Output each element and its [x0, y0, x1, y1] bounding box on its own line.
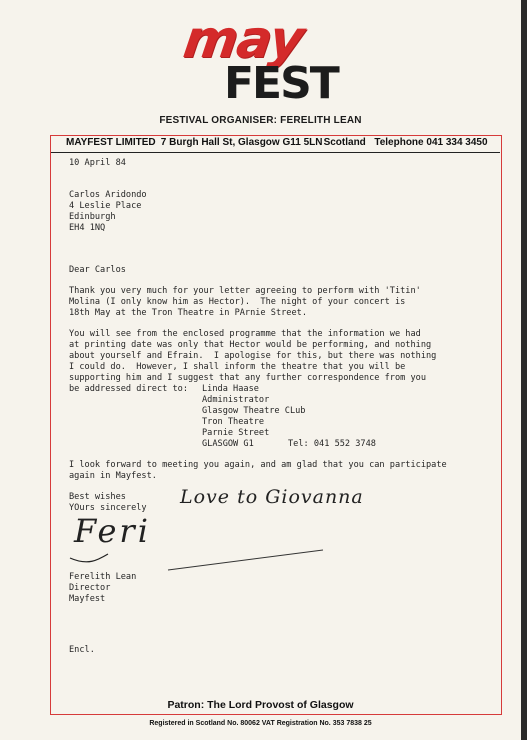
recipient-line: EH4 1NQ: [69, 223, 106, 233]
recipient-line: Carlos Aridondo: [69, 190, 147, 200]
company-country: Scotland: [323, 137, 366, 148]
closing-yours-sincerely: YOurs sincerely: [69, 503, 147, 513]
mayfest-logo: [172, 10, 350, 110]
body-line: You will see from the enclosed programme that the information we had: [69, 329, 421, 339]
contact-telephone: Tel: 041 552 3748: [288, 439, 376, 449]
body-line: about yourself and Efrain. I apologise for this, but there was nothing: [69, 351, 437, 361]
body-line: Thank you very much for your letter agreeing to perform with 'Titin': [69, 286, 421, 296]
contact-line: Administrator: [202, 395, 270, 405]
company-address: 7 Burgh Hall St, Glasgow G11 5LN: [160, 137, 323, 148]
contact-line: Linda Haase: [202, 384, 259, 394]
body-line: 18th May at the Tron Theatre in PArnie Street.: [69, 308, 307, 318]
recipient-line: 4 Leslie Place: [69, 201, 142, 211]
contact-line: Glasgow Theatre CLub: [202, 406, 306, 416]
logo-fest-text: FEST: [224, 58, 338, 109]
company-name: MAYFEST LIMITED: [66, 137, 156, 148]
patron-line: Patron: The Lord Provost of Glasgow: [167, 699, 354, 711]
company-address-line: [66, 137, 496, 148]
body-line: again in Mayfest.: [69, 471, 157, 481]
signatory-line: Ferelith Lean: [69, 572, 137, 582]
body-line: I look forward to meeting you again, and am glad that you can participate: [69, 460, 447, 470]
signature: Feri: [74, 512, 151, 550]
letter-border: [50, 135, 502, 715]
header-rule: [51, 152, 500, 153]
body-line: at printing date was only that Hector would be performing, and nothing: [69, 340, 432, 350]
festival-organiser: FESTIVAL ORGANISER: FERELITH LEAN: [159, 115, 362, 126]
contact-line: GLASGOW G1: [202, 439, 254, 449]
body-line: supporting him and I suggest that any further correspondence from you: [69, 373, 426, 383]
signatory-line: Director: [69, 583, 111, 593]
body-line: be addressed direct to:: [69, 384, 188, 394]
logo-may-text: may: [179, 10, 307, 70]
recipient-line: Edinburgh: [69, 212, 116, 222]
company-telephone: Telephone 041 334 3450: [374, 137, 488, 148]
contact-line: Parnie Street: [202, 428, 270, 438]
closing-best-wishes: Best wishes: [69, 492, 126, 502]
salutation: Dear Carlos: [69, 265, 126, 275]
handwritten-note: Love to Giovanna: [180, 486, 364, 508]
registration-line: Registered in Scotland No. 80062 VAT Registration No. 353 7838 25: [149, 720, 372, 727]
body-line: I could do. However, I shall inform the theatre that you will be: [69, 362, 406, 372]
background-edge: [521, 0, 527, 740]
body-line: Molina (I only know him as Hector). The night of your concert is: [69, 297, 406, 307]
contact-line: Tron Theatre: [202, 417, 265, 427]
enclosure: Encl.: [69, 645, 95, 655]
signatory-line: Mayfest: [69, 594, 106, 604]
letter-date: 10 April 84: [69, 158, 126, 168]
